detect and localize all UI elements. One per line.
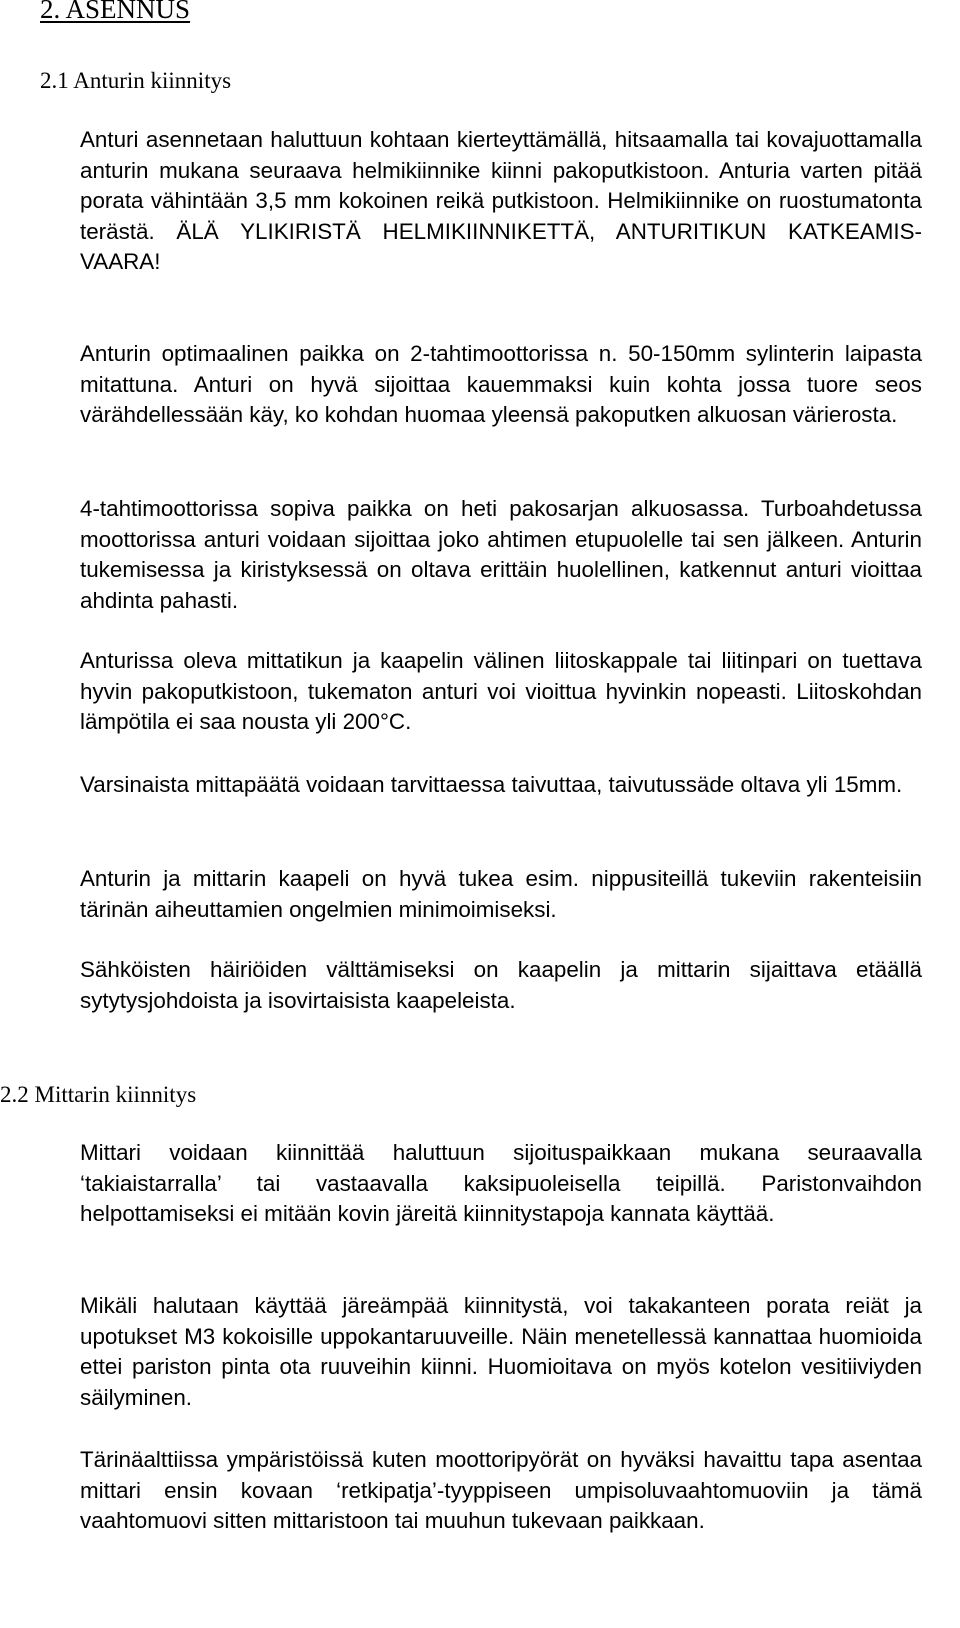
paragraph-vibration-environments: Tärinäalttiissa ympäristöissä kuten moottoripyörät on hyväksi havaittu tapa asentaa mittari ensin kovaan ‘retkipatja’-tyyppiseen umpisoluvaahtomuoviin ja tämä vaahtomuovi sitten mittaristoon tai muuhun tukevaan paikkaan. [80,1447,922,1533]
paragraph-meter-attachment: Mittari voidaan kiinnittää haluttuun sijoituspaikkaan mukana seuraavalla ‘takiaistarralla’ tai vastaavalla kaksipuoleisella teipillä. Paristonvaihdon helpottamiseksi ei mitään kovin järeitä kiinnitystapoja kannata käyttää. [80,1140,922,1226]
paragraph-location-4stroke: 4-tahtimoottorissa sopiva paikka on heti pakosarjan alkuosassa. Turboahdetussa moottorissa anturi voidaan sijoittaa joko ahtimen etupuolelle tai sen jälkeen. Anturin tukemisessa ja kiristyksessä on oltava erittäin huolellinen, katkennut anturi vioittaa ahdinta pahasti. [80,496,922,613]
subsection-heading-meter-mounting: 2.2 Mittarin kiinnitys [0,1082,197,1107]
section-heading: 2. ASENNUS [40,0,191,24]
paragraph-bending-radius: Varsinaista mittapäätä voidaan tarvittaessa taivuttaa, taivutussäde oltava yli 15mm. [80,772,903,797]
paragraph-heavy-mounting: Mikäli halutaan käyttää järeämpää kiinnitystä, voi takakanteen porata reiät ja upotukset M3 kokoisille uppokantaruuveille. Näin menetellessä kannattaa huomioida ettei pariston pinta ota ruuveihin kiinni. Huomioitava on myös kotelon vesitiiviyden säilyminen. [80,1293,922,1410]
paragraph-interference: Sähköisten häiriöiden välttämiseksi on kaapelin ja mittarin sijaittava etäällä sytytysjohdoista ja isovirtaisista kaapeleista. [80,957,922,1013]
paragraph-connector-support: Anturissa oleva mittatikun ja kaapelin välinen liitoskappale tai liitinpari on tuettava hyvin pakoputkistoon, tukematon anturi voi vioittua hyvinkin nopeasti. Liitoskohdan lämpötila ei saa nousta yli 200°C. [80,648,922,734]
paragraph-cable-support: Anturin ja mittarin kaapeli on hyvä tukea esim. nippusiteillä tukeviin rakenteisiin tärinän aiheuttamien ongelmien minimoimiseksi. [80,866,922,922]
paragraph-sensor-installation: Anturi asennetaan haluttuun kohtaan kierteyttämällä, hitsaamalla tai kovajuottamalla anturin mukana seuraava helmikiinnike kiinni pakoputkistoon. Anturia varten pitää porata vähintään 3,5 mm kokoinen reikä putkistoon. Helmikiinnike on ruostumatonta terästä. ÄLÄ YLIKIRISTÄ HELMIKIINNIKETTÄ, ANTURITIKUN KATKEAMIS-VAARA! [80,127,922,274]
paragraph-optimal-location-2stroke: Anturin optimaalinen paikka on 2-tahtimoottorissa n. 50-150mm sylinterin laipasta mitattuna. Anturi on hyvä sijoittaa kauemmaksi kuin kohta jossa tuore seos värähdellessään käy, ko kohdan huomaa yleensä pakoputken alkuosan värierosta. [80,341,922,427]
subsection-heading-sensor-mounting: 2.1 Anturin kiinnitys [40,68,232,93]
